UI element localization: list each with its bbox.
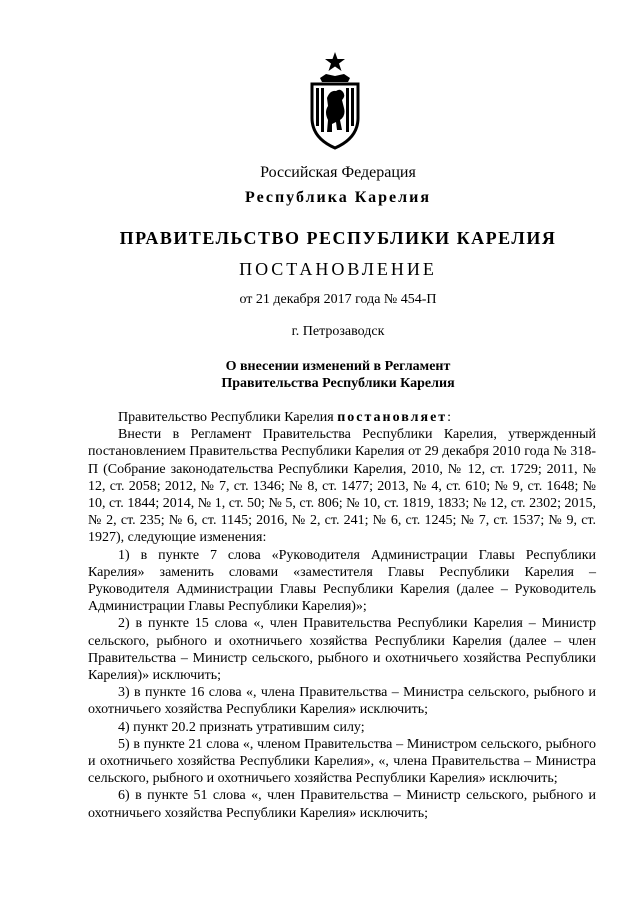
- document-title: [0, 358, 640, 392]
- title-line-2: Правительства Республики Карелия: [221, 376, 455, 391]
- body-paragraph: 5) в пункте 21 слова «, членом Правительства – Министром сельского, рыбного и охотничьего хозяйства Республики Карелия», «, члена Правительства – Министра сельского, рыбного и охотничьего хозяйства Республики Карелия» исключить;: [88, 736, 596, 787]
- intro-verb: постановляет: [337, 410, 448, 425]
- body-paragraph: 3) в пункте 16 слова «, члена Правительства – Министра сельского, рыбного и охотничьего хозяйства Республики Карелия» исключить;: [88, 685, 596, 718]
- body-paragraph: 1) в пункте 7 слова «Руководителя Администрации Главы Республики Карелия» заменить словами «заместителя Главы Республики Карелия – Руководителя Администрации Главы Республики Карелия (далее – Руководитель Администрации Главы Республики Карелия)»;: [88, 547, 596, 615]
- body-paragraph: 4) пункт 20.2 признать утратившим силу;: [118, 719, 365, 735]
- body-paragraph: 2) в пункте 15 слова «, член Правительства Республики Карелия – Министр сельского, рыбного и охотничьего хозяйства Республики Карелия (далее – член Правительства – Министр сельского, рыбного и охотничьего хозяйства Республики Карелия)» исключить;: [88, 616, 596, 684]
- intro-subject: Правительство Республики Карелия: [118, 410, 338, 425]
- body-paragraph: Внести в Регламент Правительства Республики Карелия, утвержденный постановлением Правительства Республики Карелия от 29 декабря 2010 года № 318-П (Собрание законодательства Республики Карелия, 2010, № 12, ст. 1729; 2011, № 12, ст. 2058; 2012, № 7, ст. 1346; № 8, ст. 1477; 2013, № 4, ст. 610; № 9, ст. 1648; № 10, ст. 1844; 2014, № 1, ст. 50; № 5, ст. 806; № 10, ст. 1819, 1833; № 12, ст. 2302; 2015, № 2, ст. 235; № 6, ст. 1145; 2016, № 2, ст. 241; № 6, ст. 1245; № 7, ст. 1537; № 9, ст. 1927), следующие изменения:: [88, 427, 596, 546]
- document-type: ПОСТАНОВЛЕНИЕ: [239, 259, 437, 279]
- body-paragraph: 6) в пункте 51 слова «, член Правительства – Министр сельского, рыбного и охотничьего хозяйства Республики Карелия» исключить;: [88, 788, 596, 821]
- document-body: [88, 409, 596, 822]
- republic-name: Республика Карелия: [245, 189, 431, 206]
- intro-end: :: [447, 410, 452, 425]
- date-number: от 21 декабря 2017 года № 454-П: [239, 292, 437, 307]
- title-line-1: О внесении изменений в Регламент: [225, 359, 451, 374]
- intro-paragraph: [88, 409, 596, 426]
- city: г. Петрозаводск: [291, 324, 385, 339]
- government-name: ПРАВИТЕЛЬСТВО РЕСПУБЛИКИ КАРЕЛИЯ: [119, 228, 557, 248]
- karelia-coat-of-arms-icon: [306, 50, 364, 150]
- country-name: Российская Федерация: [260, 164, 416, 181]
